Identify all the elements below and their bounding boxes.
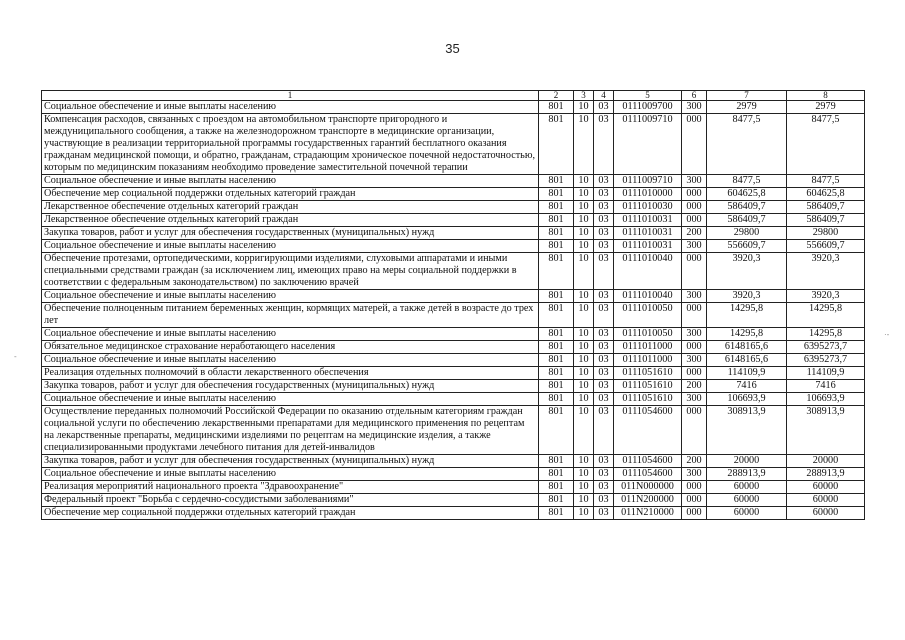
- table-row: [42, 468, 865, 481]
- subsection-cell: 03: [594, 494, 614, 507]
- name-cell: Социальное обеспечение и иные выплаты населению: [42, 354, 539, 367]
- subsection-cell: 03: [594, 455, 614, 468]
- section-cell: 10: [574, 214, 594, 227]
- column-header-8: 8: [787, 91, 865, 101]
- subsection-cell: 03: [594, 354, 614, 367]
- section-cell: 10: [574, 303, 594, 328]
- subsection-cell: 03: [594, 188, 614, 201]
- section-cell: 10: [574, 341, 594, 354]
- table-row: [42, 406, 865, 455]
- target-article-cell: 0111009710: [614, 114, 682, 175]
- expense-type-cell: 300: [682, 328, 707, 341]
- target-article-cell: 0111010040: [614, 253, 682, 290]
- amount-year1-cell: 556609,7: [707, 240, 787, 253]
- ministry-code-cell: 801: [539, 468, 574, 481]
- amount-year1-cell: 60000: [707, 507, 787, 520]
- ministry-code-cell: 801: [539, 494, 574, 507]
- name-cell: Социальное обеспечение и иные выплаты населению: [42, 328, 539, 341]
- amount-year2-cell: 60000: [787, 494, 865, 507]
- amount-year1-cell: 586409,7: [707, 201, 787, 214]
- table-row: [42, 188, 865, 201]
- table-row: [42, 101, 865, 114]
- table-row: [42, 393, 865, 406]
- expense-type-cell: 200: [682, 455, 707, 468]
- subsection-cell: 03: [594, 481, 614, 494]
- name-cell: Обеспечение мер социальной поддержки отдельных категорий граждан: [42, 507, 539, 520]
- subsection-cell: 03: [594, 214, 614, 227]
- amount-year1-cell: 8477,5: [707, 175, 787, 188]
- table-row: [42, 354, 865, 367]
- name-cell: Социальное обеспечение и иные выплаты населению: [42, 468, 539, 481]
- name-cell: Социальное обеспечение и иные выплаты населению: [42, 393, 539, 406]
- subsection-cell: 03: [594, 341, 614, 354]
- section-cell: 10: [574, 240, 594, 253]
- target-article-cell: 0111010031: [614, 214, 682, 227]
- table-row: [42, 481, 865, 494]
- ministry-code-cell: 801: [539, 354, 574, 367]
- table-row: [42, 253, 865, 290]
- amount-year1-cell: 14295,8: [707, 303, 787, 328]
- name-cell: Закупка товаров, работ и услуг для обеспечения государственных (муниципальных) нужд: [42, 227, 539, 240]
- budget-table: [41, 90, 865, 520]
- table-row: [42, 341, 865, 354]
- amount-year2-cell: 2979: [787, 101, 865, 114]
- expense-type-cell: 000: [682, 201, 707, 214]
- name-cell: Лекарственное обеспечение отдельных категорий граждан: [42, 214, 539, 227]
- section-cell: 10: [574, 367, 594, 380]
- section-cell: 10: [574, 393, 594, 406]
- name-cell: Реализация отдельных полномочий в области лекарственного обеспечения: [42, 367, 539, 380]
- expense-type-cell: 000: [682, 507, 707, 520]
- expense-type-cell: 300: [682, 101, 707, 114]
- ministry-code-cell: 801: [539, 380, 574, 393]
- expense-type-cell: 000: [682, 367, 707, 380]
- ministry-code-cell: 801: [539, 240, 574, 253]
- amount-year1-cell: 6148165,6: [707, 341, 787, 354]
- table-row: [42, 290, 865, 303]
- section-cell: 10: [574, 101, 594, 114]
- amount-year2-cell: 586409,7: [787, 201, 865, 214]
- amount-year2-cell: 60000: [787, 481, 865, 494]
- target-article-cell: 0111011000: [614, 341, 682, 354]
- amount-year2-cell: 586409,7: [787, 214, 865, 227]
- subsection-cell: 03: [594, 406, 614, 455]
- expense-type-cell: 000: [682, 494, 707, 507]
- target-article-cell: 0111054600: [614, 406, 682, 455]
- section-cell: 10: [574, 494, 594, 507]
- ministry-code-cell: 801: [539, 253, 574, 290]
- amount-year2-cell: 60000: [787, 507, 865, 520]
- subsection-cell: 03: [594, 240, 614, 253]
- expense-type-cell: 300: [682, 393, 707, 406]
- name-cell: Федеральный проект "Борьба с сердечно-сосудистыми заболеваниями": [42, 494, 539, 507]
- amount-year1-cell: 288913,9: [707, 468, 787, 481]
- name-cell: Социальное обеспечение и иные выплаты населению: [42, 101, 539, 114]
- section-cell: 10: [574, 468, 594, 481]
- target-article-cell: 0111054600: [614, 468, 682, 481]
- subsection-cell: 03: [594, 290, 614, 303]
- section-cell: 10: [574, 290, 594, 303]
- name-cell: Закупка товаров, работ и услуг для обеспечения государственных (муниципальных) нужд: [42, 455, 539, 468]
- amount-year1-cell: 586409,7: [707, 214, 787, 227]
- ministry-code-cell: 801: [539, 214, 574, 227]
- ministry-code-cell: 801: [539, 328, 574, 341]
- column-header-2: 2: [539, 91, 574, 101]
- amount-year2-cell: 20000: [787, 455, 865, 468]
- column-header-1: 1: [42, 91, 539, 101]
- column-header-7: 7: [707, 91, 787, 101]
- amount-year1-cell: 29800: [707, 227, 787, 240]
- amount-year2-cell: 6395273,7: [787, 341, 865, 354]
- scan-mark: ·-: [884, 330, 890, 339]
- amount-year1-cell: 6148165,6: [707, 354, 787, 367]
- amount-year1-cell: 2979: [707, 101, 787, 114]
- expense-type-cell: 300: [682, 240, 707, 253]
- name-cell: Реализация мероприятий национального проекта "Здравоохранение": [42, 481, 539, 494]
- ministry-code-cell: 801: [539, 188, 574, 201]
- table-row: [42, 507, 865, 520]
- table-row: [42, 240, 865, 253]
- amount-year1-cell: 308913,9: [707, 406, 787, 455]
- amount-year2-cell: 8477,5: [787, 175, 865, 188]
- expense-type-cell: 000: [682, 214, 707, 227]
- amount-year2-cell: 556609,7: [787, 240, 865, 253]
- subsection-cell: 03: [594, 114, 614, 175]
- target-article-cell: 0111010050: [614, 328, 682, 341]
- amount-year2-cell: 308913,9: [787, 406, 865, 455]
- amount-year2-cell: 604625,8: [787, 188, 865, 201]
- expense-type-cell: 000: [682, 253, 707, 290]
- amount-year2-cell: 6395273,7: [787, 354, 865, 367]
- expense-type-cell: 000: [682, 188, 707, 201]
- name-cell: Компенсация расходов, связанных с проездом на автомобильном транспорте пригородного и междуниципального сообщения, а также на железнодорожном транспорте в медицинские организации, участвующие в реализации территориальной программы государственных гарантий бесплатного оказания гражданам медицинской помощи, и обратно, гражданам, страдающим хроническое почечной недостаточностью, которым по медицинским показаниям необходимо проведение заместительной почечной терапии: [42, 114, 539, 175]
- target-article-cell: 0111010040: [614, 290, 682, 303]
- expense-type-cell: 000: [682, 303, 707, 328]
- expense-type-cell: 000: [682, 114, 707, 175]
- section-cell: 10: [574, 201, 594, 214]
- target-article-cell: 0111009700: [614, 101, 682, 114]
- subsection-cell: 03: [594, 201, 614, 214]
- section-cell: 10: [574, 114, 594, 175]
- amount-year1-cell: 8477,5: [707, 114, 787, 175]
- target-article-cell: 0111010030: [614, 201, 682, 214]
- ministry-code-cell: 801: [539, 290, 574, 303]
- ministry-code-cell: 801: [539, 341, 574, 354]
- target-article-cell: 011N210000: [614, 507, 682, 520]
- amount-year2-cell: 14295,8: [787, 328, 865, 341]
- ministry-code-cell: 801: [539, 101, 574, 114]
- ministry-code-cell: 801: [539, 114, 574, 175]
- target-article-cell: 0111010000: [614, 188, 682, 201]
- amount-year2-cell: 8477,5: [787, 114, 865, 175]
- section-cell: 10: [574, 455, 594, 468]
- name-cell: Лекарственное обеспечение отдельных категорий граждан: [42, 201, 539, 214]
- amount-year1-cell: 3920,3: [707, 253, 787, 290]
- section-cell: 10: [574, 175, 594, 188]
- amount-year1-cell: 114109,9: [707, 367, 787, 380]
- expense-type-cell: 300: [682, 468, 707, 481]
- table-row: [42, 494, 865, 507]
- name-cell: Обеспечение протезами, ортопедическими, корригирующими изделиями, слуховыми аппаратами и иными специальными средствами граждан (за исключением лиц, имеющих право на меры социальной поддержки в соответствии с федеральным законодательством) по заключению врачей: [42, 253, 539, 290]
- target-article-cell: 011N200000: [614, 494, 682, 507]
- subsection-cell: 03: [594, 253, 614, 290]
- name-cell: Закупка товаров, работ и услуг для обеспечения государственных (муниципальных) нужд: [42, 380, 539, 393]
- table-header-row: [42, 91, 865, 101]
- table-row: [42, 380, 865, 393]
- amount-year2-cell: 288913,9: [787, 468, 865, 481]
- table-row: [42, 303, 865, 328]
- ministry-code-cell: 801: [539, 507, 574, 520]
- page-number: 35: [445, 41, 460, 56]
- ministry-code-cell: 801: [539, 406, 574, 455]
- amount-year2-cell: 114109,9: [787, 367, 865, 380]
- ministry-code-cell: 801: [539, 303, 574, 328]
- expense-type-cell: 300: [682, 354, 707, 367]
- subsection-cell: 03: [594, 367, 614, 380]
- ministry-code-cell: 801: [539, 455, 574, 468]
- section-cell: 10: [574, 354, 594, 367]
- section-cell: 10: [574, 328, 594, 341]
- column-header-3: 3: [574, 91, 594, 101]
- column-header-6: 6: [682, 91, 707, 101]
- section-cell: 10: [574, 507, 594, 520]
- amount-year2-cell: 14295,8: [787, 303, 865, 328]
- expense-type-cell: 200: [682, 380, 707, 393]
- amount-year2-cell: 3920,3: [787, 253, 865, 290]
- ministry-code-cell: 801: [539, 201, 574, 214]
- subsection-cell: 03: [594, 468, 614, 481]
- target-article-cell: 0111010031: [614, 227, 682, 240]
- name-cell: Социальное обеспечение и иные выплаты населению: [42, 240, 539, 253]
- table-row: [42, 367, 865, 380]
- name-cell: Обеспечение мер социальной поддержки отдельных категорий граждан: [42, 188, 539, 201]
- table-row: [42, 455, 865, 468]
- target-article-cell: 0111011000: [614, 354, 682, 367]
- subsection-cell: 03: [594, 393, 614, 406]
- table-row: [42, 328, 865, 341]
- name-cell: Обязательное медицинское страхование неработающего населения: [42, 341, 539, 354]
- subsection-cell: 03: [594, 175, 614, 188]
- name-cell: Обеспечение полноценным питанием беременных женщин, кормящих матерей, а также детей в возрасте до трех лет: [42, 303, 539, 328]
- target-article-cell: 0111051610: [614, 393, 682, 406]
- target-article-cell: 0111010031: [614, 240, 682, 253]
- table-row: [42, 114, 865, 175]
- section-cell: 10: [574, 406, 594, 455]
- target-article-cell: 0111010050: [614, 303, 682, 328]
- expense-type-cell: 300: [682, 175, 707, 188]
- section-cell: 10: [574, 188, 594, 201]
- amount-year2-cell: 7416: [787, 380, 865, 393]
- ministry-code-cell: 801: [539, 175, 574, 188]
- target-article-cell: 0111054600: [614, 455, 682, 468]
- amount-year1-cell: 106693,9: [707, 393, 787, 406]
- amount-year1-cell: 14295,8: [707, 328, 787, 341]
- subsection-cell: 03: [594, 507, 614, 520]
- table-row: [42, 227, 865, 240]
- ministry-code-cell: 801: [539, 367, 574, 380]
- subsection-cell: 03: [594, 227, 614, 240]
- target-article-cell: 011N000000: [614, 481, 682, 494]
- name-cell: Осуществление переданных полномочий Российской Федерации по оказанию отдельным категориям граждан социальной услуги по обеспечению лекарственными препаратами для медицинского применения по рецептам на лекарственные препараты, медицинскими изделиями по рецептам на медицинские изделия, а также специализированными продуктами лечебного питания для детей-инвалидов: [42, 406, 539, 455]
- subsection-cell: 03: [594, 328, 614, 341]
- ministry-code-cell: 801: [539, 227, 574, 240]
- scan-mark: -: [14, 352, 17, 361]
- target-article-cell: 0111051610: [614, 367, 682, 380]
- target-article-cell: 0111009710: [614, 175, 682, 188]
- ministry-code-cell: 801: [539, 481, 574, 494]
- subsection-cell: 03: [594, 380, 614, 393]
- column-header-4: 4: [594, 91, 614, 101]
- section-cell: 10: [574, 227, 594, 240]
- expense-type-cell: 000: [682, 341, 707, 354]
- amount-year2-cell: 106693,9: [787, 393, 865, 406]
- expense-type-cell: 200: [682, 227, 707, 240]
- amount-year1-cell: 604625,8: [707, 188, 787, 201]
- target-article-cell: 0111051610: [614, 380, 682, 393]
- amount-year1-cell: 20000: [707, 455, 787, 468]
- table-row: [42, 201, 865, 214]
- table-row: [42, 175, 865, 188]
- section-cell: 10: [574, 380, 594, 393]
- expense-type-cell: 000: [682, 481, 707, 494]
- name-cell: Социальное обеспечение и иные выплаты населению: [42, 290, 539, 303]
- section-cell: 10: [574, 481, 594, 494]
- expense-type-cell: 000: [682, 406, 707, 455]
- amount-year2-cell: 29800: [787, 227, 865, 240]
- section-cell: 10: [574, 253, 594, 290]
- expense-type-cell: 300: [682, 290, 707, 303]
- amount-year1-cell: 3920,3: [707, 290, 787, 303]
- amount-year1-cell: 60000: [707, 481, 787, 494]
- amount-year2-cell: 3920,3: [787, 290, 865, 303]
- amount-year1-cell: 60000: [707, 494, 787, 507]
- table-row: [42, 214, 865, 227]
- amount-year1-cell: 7416: [707, 380, 787, 393]
- subsection-cell: 03: [594, 101, 614, 114]
- ministry-code-cell: 801: [539, 393, 574, 406]
- column-header-5: 5: [614, 91, 682, 101]
- subsection-cell: 03: [594, 303, 614, 328]
- name-cell: Социальное обеспечение и иные выплаты населению: [42, 175, 539, 188]
